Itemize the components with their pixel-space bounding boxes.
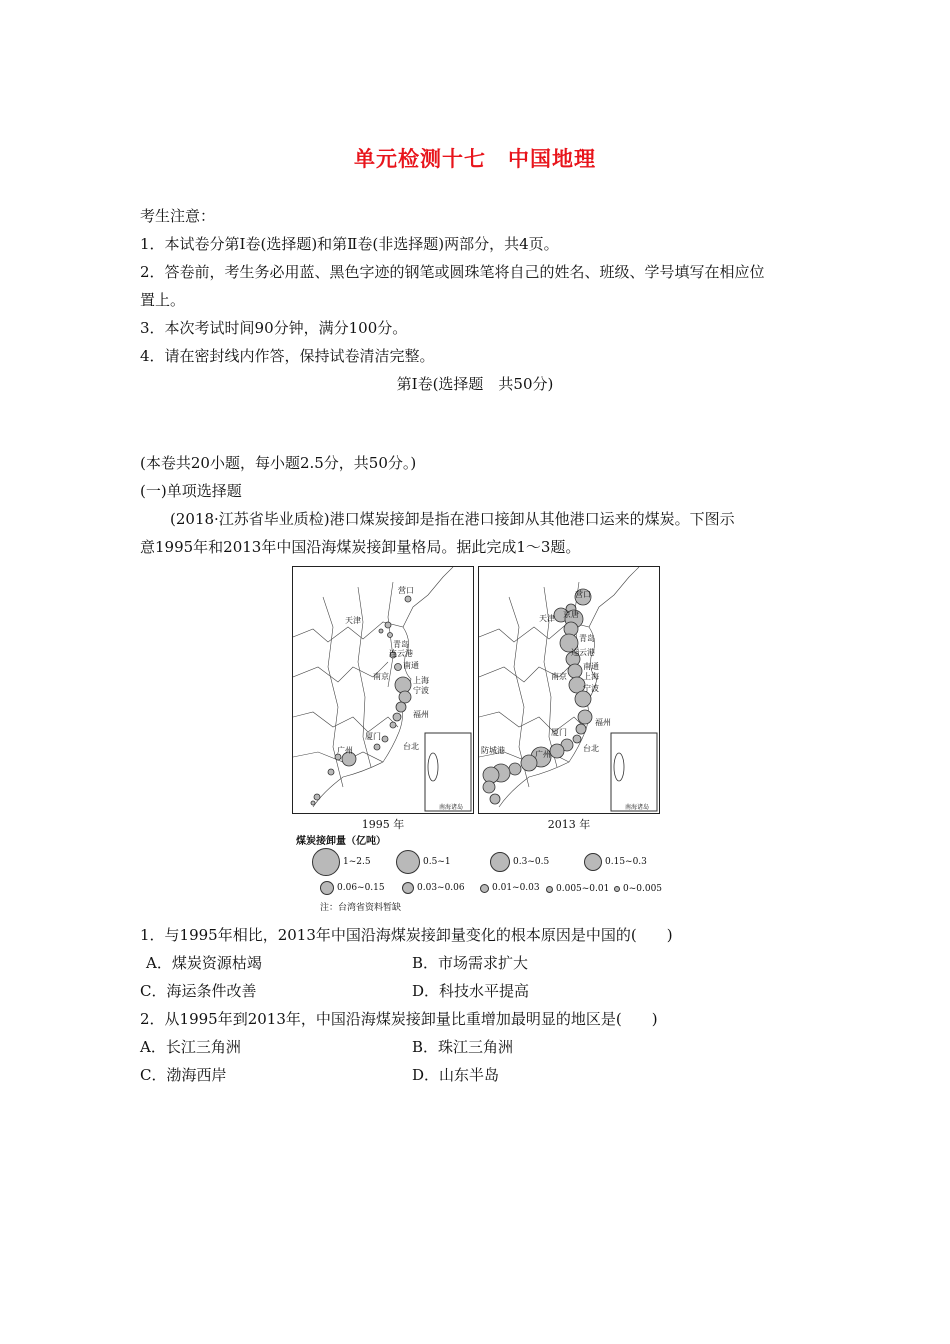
city-label: 南海诸岛	[625, 804, 650, 811]
legend-circle-icon	[320, 881, 334, 895]
map-2013	[478, 566, 660, 814]
option-d[interactable]: D．山东半岛	[412, 1066, 500, 1084]
city-label: 南京	[551, 672, 567, 681]
notice-item: 3．本次考试时间90分钟，满分100分。	[140, 319, 408, 337]
legend-item: 0~0.005	[614, 884, 662, 894]
notice-item: 1．本试卷分第Ⅰ卷(选择题)和第Ⅱ卷(非选择题)两部分，共4页。	[140, 235, 559, 253]
notice-item: 2．答卷前，考生务必用蓝、黑色字迹的钢笔或圆珠笔将自己的姓名、班级、学号填写在相应位	[140, 263, 765, 281]
option-a[interactable]: A．长江三角洲	[140, 1038, 241, 1056]
city-label: 福州	[413, 710, 429, 719]
legend-circle-icon	[614, 886, 620, 892]
legend-circle-icon	[490, 852, 510, 872]
city-label: 青岛	[393, 640, 409, 649]
section-info: (本卷共20小题，每小题2.5分，共50分。)	[140, 454, 417, 472]
passage-line: 意1995年和2013年中国沿海煤炭接卸量格局。据此完成1～3题。	[140, 538, 581, 556]
option-b[interactable]: B．市场需求扩大	[412, 954, 529, 972]
city-label: 上海	[413, 676, 429, 685]
option-d[interactable]: D．科技水平提高	[412, 982, 530, 1000]
map-2013-caption: 2013 年	[547, 818, 591, 831]
figure-note: 注：台湾省资料暂缺	[320, 903, 402, 913]
legend-item: 0.5~1	[396, 850, 451, 874]
option-c[interactable]: C．渤海西岸	[140, 1066, 227, 1084]
city-label: 连云港	[389, 649, 413, 658]
section-title: 第Ⅰ卷(选择题 共50分)	[396, 375, 554, 393]
legend-item: 1~2.5	[312, 848, 371, 876]
city-label: 宁波	[413, 686, 429, 695]
legend-title: 煤炭接卸量（亿吨）	[296, 836, 386, 847]
legend-circle-icon	[396, 850, 420, 874]
city-label: 广州	[535, 750, 551, 759]
part-label: (一)单项选择题	[140, 482, 242, 500]
legend-item: 0.01~0.03	[480, 883, 540, 893]
city-label: 天津	[345, 616, 361, 625]
notice-item: 置上。	[140, 291, 186, 309]
city-label: 宁波	[583, 684, 599, 693]
city-label: 台北	[403, 742, 419, 751]
legend-circle-icon	[312, 848, 340, 876]
legend-circle-icon	[402, 882, 414, 894]
city-label: 南通	[583, 662, 599, 671]
inset-label: 南海诸岛	[439, 804, 464, 811]
legend-circle-icon	[584, 853, 602, 871]
legend-circle-icon	[546, 886, 553, 893]
city-label: 福州	[595, 718, 611, 727]
map-1995-caption: 1995 年	[361, 818, 405, 831]
option-c[interactable]: C．海运条件改善	[140, 982, 257, 1000]
legend-circle-icon	[480, 884, 489, 893]
question-stem: 2．从1995年到2013年，中国沿海煤炭接卸量比重增加最明显的地区是( )	[140, 1010, 658, 1028]
city-label: 广州	[337, 746, 353, 755]
city-label: 京唐	[563, 610, 579, 619]
legend-item: 0.15~0.3	[584, 853, 647, 871]
city-label: 连云港	[571, 648, 595, 657]
city-label: 南通	[403, 661, 419, 670]
city-label: 天津	[539, 614, 555, 623]
legend-item: 0.005~0.01	[546, 884, 609, 894]
city-label: 厦门	[365, 732, 381, 741]
page-title: 单元检测十七 中国地理	[354, 147, 596, 171]
passage-line: (2018·江苏省毕业质检)港口煤炭接卸是指在港口接卸从其他港口运来的煤炭。下图示	[170, 510, 735, 528]
map-1995	[292, 566, 474, 814]
city-label: 南京	[373, 672, 389, 681]
option-b[interactable]: B．珠江三角洲	[412, 1038, 514, 1056]
notice-heading: 考生注意：	[140, 207, 216, 225]
legend-item: 0.03~0.06	[402, 882, 465, 894]
city-label: 防城港	[481, 746, 505, 755]
question-stem: 1．与1995年相比，2013年中国沿海煤炭接卸量变化的根本原因是中国的( )	[140, 926, 673, 944]
notice-item: 4．请在密封线内作答，保持试卷清洁完整。	[140, 347, 435, 365]
city-label: 台北	[583, 744, 599, 753]
city-label: 营口	[575, 590, 591, 599]
option-a[interactable]: A．煤炭资源枯竭	[146, 954, 262, 972]
city-label: 上海	[583, 672, 599, 681]
city-label: 厦门	[551, 728, 567, 737]
legend-item: 0.06~0.15	[320, 881, 385, 895]
city-label: 青岛	[579, 634, 595, 643]
city-label: 营口	[398, 586, 414, 595]
coal-unloading-figure	[290, 566, 663, 916]
legend-item: 0.3~0.5	[490, 852, 549, 872]
